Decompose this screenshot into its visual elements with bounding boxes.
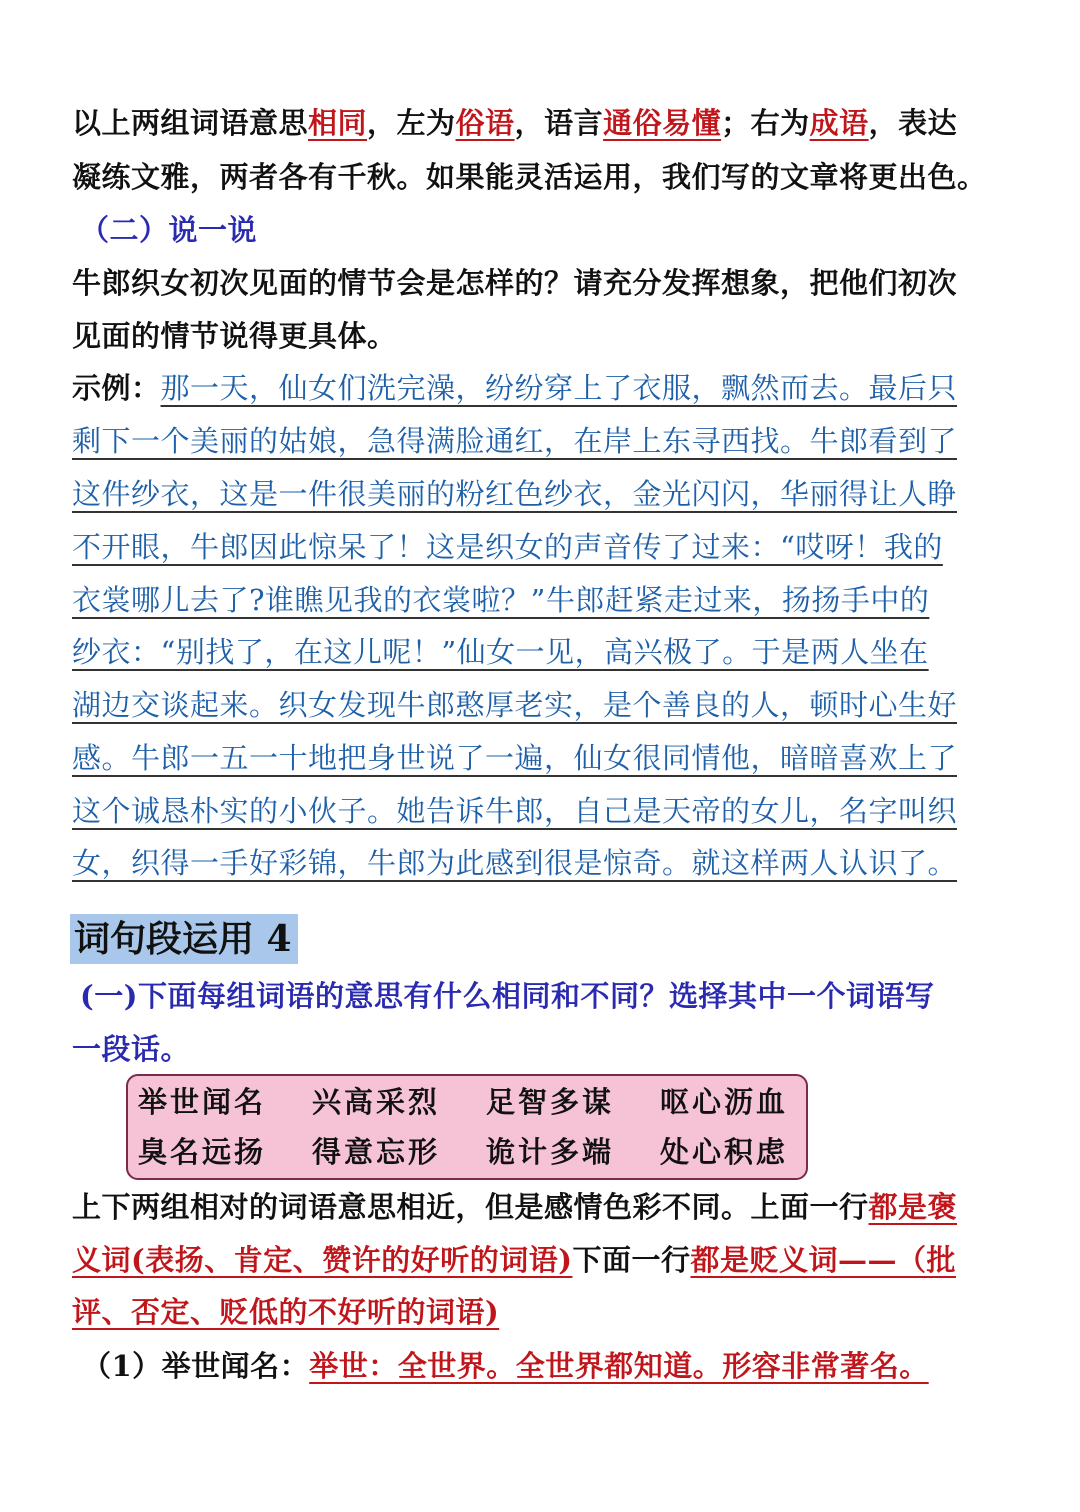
intro-text: ；右为	[721, 106, 810, 140]
explanation-highlight: 义词(表扬、肯定、赞许的好听的词语)	[72, 1243, 573, 1277]
intro-text: ，语言	[514, 106, 604, 140]
keyword-easy: 通俗易懂	[603, 106, 722, 140]
example-line-4	[72, 527, 1012, 567]
question-line-1: 牛郎织女初次见面的情节会是怎样的？请充分发挥想象，把他们初次	[72, 266, 958, 300]
example-text: 衣裳哪儿去了?谁瞧见我的衣裳啦？”牛郎赶紧走过来，扬扬手中的	[72, 583, 930, 617]
word-cell: 臭名远扬	[138, 1135, 267, 1169]
section-question-line-1: (一)下面每组词语的意思有什么相同和不同？选择其中一个词语写	[80, 979, 935, 1013]
word-box	[126, 1074, 808, 1180]
explanation-highlight: 评、否定、贬低的不好听的词语)	[72, 1295, 500, 1329]
example-line-8	[72, 738, 1012, 778]
example-line-1	[72, 368, 1012, 408]
example-line-10	[72, 843, 1012, 883]
example-line-5	[72, 580, 1012, 620]
keyword-idiom: 成语	[809, 106, 869, 140]
example-label: 示例：	[72, 371, 161, 405]
item-definition: 举世：全世界。全世界都知道。形容非常著名。	[309, 1349, 929, 1383]
example-text: 这个诚恳朴实的小伙子。她告诉牛郎，自己是天帝的女儿，名字叫织	[72, 794, 958, 828]
example-text: 纱衣：“别找了，在这儿呢！”仙女一见，高兴极了。于是两人坐在	[72, 635, 929, 669]
keyword-same: 相同	[308, 106, 368, 140]
word-cell: 兴高采烈	[312, 1085, 441, 1119]
explanation-text: 上下两组相对的词语意思相近，但是感情色彩不同。上面一行	[72, 1190, 869, 1224]
explanation-text: 下面一行	[572, 1243, 691, 1277]
word-cell: 诡计多端	[486, 1135, 615, 1169]
word-cell: 得意忘形	[312, 1135, 441, 1169]
example-text: 不开眼，牛郎因此惊呆了！这是织女的声音传了过来：“哎呀！我的	[72, 530, 943, 564]
item-1	[82, 1346, 1022, 1386]
example-text: 湖边交谈起来。织女发现牛郎憨厚老实，是个善良的人，顿时心生好	[72, 688, 958, 722]
example-text: 感。牛郎一五一十地把身世说了一遍，仙女很同情他，暗暗喜欢上了	[72, 741, 958, 775]
keyword-proverb: 俗语	[455, 106, 515, 140]
example-line-7	[72, 685, 1012, 725]
example-text: 那一天，仙女们洗完澡，纷纷穿上了衣服，飘然而去。最后只	[160, 371, 958, 405]
explanation-line-2	[72, 1240, 1012, 1280]
explanation-line-3	[72, 1292, 1012, 1332]
word-cell: 处心积虑	[660, 1135, 789, 1169]
intro-text: ，左为	[367, 106, 456, 140]
example-text: 女，织得一手好彩锦，牛郎为此感到很是惊奇。就这样两人认识了。	[72, 846, 958, 880]
example-line-2	[72, 421, 1012, 461]
example-text: 剩下一个美丽的姑娘，急得满脸通红，在岸上东寻西找。牛郎看到了	[72, 424, 958, 458]
section-title: 词句段运用 4	[70, 914, 298, 964]
intro-line-2: 凝练文雅，两者各有千秋。如果能灵活运用，我们写的文章将更出色。	[72, 160, 987, 194]
example-text: 这件纱衣，这是一件很美丽的粉红色纱衣，金光闪闪，华丽得让人睁	[72, 477, 958, 511]
intro-text: 以上两组词语意思	[72, 106, 309, 140]
item-label: （1）举世闻名：	[82, 1349, 310, 1383]
intro-line-1	[72, 103, 1012, 143]
intro-text: ，表达	[868, 106, 958, 140]
example-line-9	[72, 791, 1012, 831]
explanation-highlight: 都是贬义词——（批	[690, 1243, 956, 1277]
example-line-6	[72, 632, 1012, 672]
explanation-line-1	[72, 1187, 1012, 1227]
word-cell: 呕心沥血	[660, 1085, 789, 1119]
example-line-3	[72, 474, 1012, 514]
word-cell: 足智多谋	[486, 1085, 615, 1119]
word-cell: 举世闻名	[138, 1085, 267, 1119]
explanation-highlight: 都是褒	[868, 1190, 958, 1224]
section-question-line-2: 一段话。	[72, 1032, 191, 1066]
subheading-say: （二）说一说	[80, 213, 258, 247]
question-line-2: 见面的情节说得更具体。	[72, 319, 397, 353]
